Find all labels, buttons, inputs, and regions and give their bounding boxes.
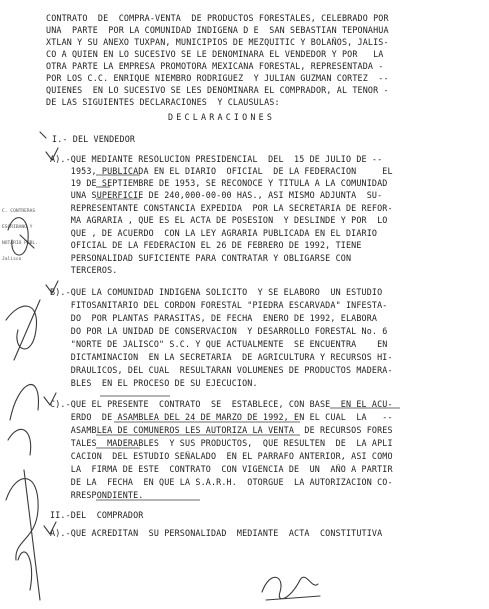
intro-line: CONTRATO DE COMPRA-VENTA DE PRODUCTOS FORESTALES, CELEBRADO POR	[46, 13, 389, 23]
margin-note-line: ESCRIBANO Y	[2, 225, 33, 231]
para-b-line: DICTAMINACION EN LA SECRETARIA DE AGRICULTURA Y RECURSOS HI-	[50, 352, 393, 362]
margin-signature-2	[6, 300, 40, 360]
declarations-heading: DECLARACIONES	[168, 112, 276, 122]
para-a-line: A).-QUE MEDIANTE RESOLUCION PRESIDENCIAL DEL 15 DE JULIO DE --	[50, 154, 383, 164]
para-a-line: TERCEROS.	[50, 265, 118, 275]
para-a-line: QUE , DE ACUERDO CON LA LEY AGRARIA PUBLICADA EN EL DIARIO	[50, 228, 378, 238]
para-a-line: MA AGRARIA , QUE ES EL ACTA DE POSESION Y DESLINDE Y POR LO	[50, 215, 388, 225]
para-c-line: TALES MADERABLES Y SUS PRODUCTOS, QUE RESULTEN DE LA APLI	[50, 438, 393, 448]
para-2a-line: A).-QUE ACREDITAN SU PERSONALIDAD MEDIANTE ACTA CONSTITUTIVA	[50, 528, 383, 538]
para-a-line: 1953, PUBLICADA EN EL DIARIO OFICIAL DE LA FEDERACION EL	[50, 166, 393, 176]
para-c-line: ERDO DE ASAMBLEA DEL 24 DE MARZO DE 1992, EN EL CUAL LA --	[50, 412, 393, 422]
para-b-line: BLES EN EL PROCESO DE SU EJECUCION.	[50, 378, 258, 388]
para-c-line: CACION DEL ESTUDIO SEÑALADO EN EL PARRAFO ANTERIOR, ASI COMO	[50, 451, 393, 461]
margin-note-line: NOTARIO PUBL.	[2, 241, 38, 247]
section-1-title: I.- DEL VENDEDOR	[52, 134, 136, 144]
tick-mark	[40, 132, 46, 138]
margin-signature-5	[18, 552, 32, 590]
intro-line: XTLAN Y SU ANEXO TUXPAN, MUNICIPIOS DE MEZQUITIC Y BOLAÑOS, JALIS-	[46, 37, 389, 47]
intro-line: DE LAS SIGUIENTES DECLARACIONES Y CLAUSULAS:	[46, 97, 280, 107]
intro-line: CO A QUIEN EN LO SUCESIVO SE LE DENOMINARA EL VENDEDOR Y POR LA	[46, 49, 384, 59]
para-a-line: REPRESENTANTE CONSTANCIA EXPEDIDA POR LA SECRETARIA DE REFOR-	[50, 203, 393, 213]
para-c-line: DE LA FECHA EN QUE LA S.A.R.H. OTORGUE LA AUTORIZACION CO-	[50, 477, 393, 487]
para-b-line: DO POR PLANTAS PARASITAS, DE FECHA ENERO DE 1992, ELABORA	[50, 313, 378, 323]
para-c-line: C).-QUE EL PRESENTE CONTRATO SE ESTABLECE, CON BASE EN EL ACU-	[50, 399, 393, 409]
intro-line: POR LOS C.C. ENRIQUE NIEMBRO RODRIGUEZ Y JULIAN GUZMAN CORTEZ --	[46, 73, 389, 83]
para-b-line: "NORTE DE JALISCO" S.C. Y QUE ACTUALMENTE SE ENCUENTRA EN	[50, 339, 388, 349]
para-a-line: OFICIAL DE LA FEDERACION EL 26 DE FEBRERO DE 1992, TIENE	[50, 240, 362, 250]
para-a-line: 19 DE SEPTIEMBRE DE 1953, SE RECONOCE Y TITULA A LA COMUNIDAD	[50, 178, 388, 188]
intro-line: QUIENES EN LO SUCESIVO SE LES DENOMINARA EL COMPRADOR, AL TENOR -	[46, 85, 389, 95]
notary-margin-note	[2, 198, 44, 274]
bottom-signature	[262, 577, 320, 600]
margin-signature-4	[6, 470, 40, 600]
para-a-line: UNA SUPERFICIE DE 240,000-00-00 HAS., ASI MISMO ADJUNTA SU-	[50, 190, 383, 200]
para-b-line: DRAULICOS, DEL CUAL RESULTARAN VOLUMENES DE PRODUCTOS MADERA-	[50, 365, 393, 375]
para-c-line: ASAMBLEA DE COMUNEROS LES AUTORIZA LA VENTA DE RECURSOS FORES	[50, 425, 393, 435]
para-a-line: PERSONALIDAD SUFICIENTE PARA CONTRATAR Y OBLIGARSE CON	[50, 253, 352, 263]
para-b-line: B).-QUE LA COMUNIDAD INDIGENA SOLICITO Y SE ELABORO UN ESTUDIO	[50, 287, 383, 297]
para-b-line: FITOSANITARIO DEL CORDON FORESTAL "PIEDRA ESCARVADA" INFESTA-	[50, 300, 388, 310]
intro-line: UNA PARTE POR LA COMUNIDAD INDIGENA D E SAN SEBASTIAN TEPONAHUA	[46, 25, 389, 35]
margin-note-line: Jalisco	[2, 257, 22, 263]
section-2-title: II.-DEL COMPRADOR	[50, 510, 144, 520]
margin-note-line: C. CONTRERAS	[2, 208, 36, 214]
para-b-line: DO POR LA UNIDAD DE CONSERVACION Y DESARROLLO FORESTAL No. 6	[50, 326, 388, 336]
para-c-line: RRESPONDIENTE.	[50, 490, 144, 500]
intro-line: OTRA PARTE LA EMPRESA PROMOTORA MEXICANA FORESTAL, REPRESENTADA -	[46, 61, 384, 71]
margin-signature-3	[8, 385, 38, 455]
para-c-line: LA FIRMA DE ESTE CONTRATO CON VIGENCIA DE UN AÑO A PARTIR	[50, 464, 393, 474]
